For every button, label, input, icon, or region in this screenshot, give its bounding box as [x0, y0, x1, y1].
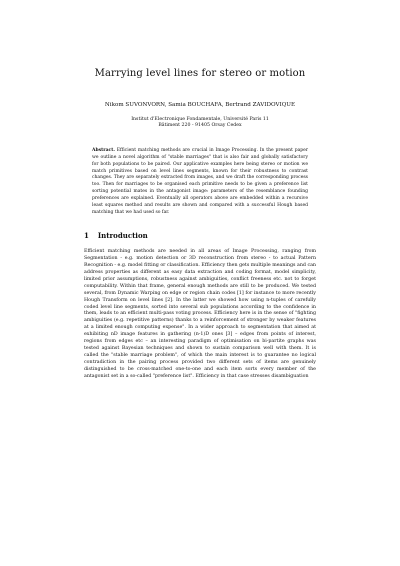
abstract: [92, 148, 308, 217]
affiliation: [84, 117, 316, 130]
paper-authors: Nikom SUVONVORN, Samia BOUCHAFA, Bertrand ZAVIDOVIQUE: [104, 102, 296, 108]
section-title: Introduction: [97, 230, 148, 240]
affiliation-address: Bâtiment 220 - 91405 Orsay Cedex: [158, 123, 242, 129]
intro-paragraph: Efficient matching methods are needed in all areas of Image Processing, ranging from Segmentation - e.g. motion detection or 3D reconstruction from stereo - to actual Pattern Recognition - e.g. model fitting or classification. Efficiency then gets multiple meanings and can address properties as different as easy data extraction and coding format, model simplicity, limited prior assumptions, robustness against ambiguities, conflict freeness etc. not to forget computability. Within that frame, general enough methods are still to be produced. We tested several, from Dynamic Warping on edge or region chain codes [1] for instance to more recently Hough Transform on level lines [2]. In the latter we showed how using n-tuples of carefully coded level line segments, sorted into several sub populations according to the confidence in them, leads to an efficient multi-pass voting process. Efficiency here is in the sense of "fighting ambiguities (e.g. repetitive patterns) thanks to a reinforcement of stronger by weaker features at a limited enough computing expense". In a wider approach to segmentation that aimed at exhibiting nD image features in gathering (n-1)D ones [3] – edges from points of interest, regions from edges etc – an interesting paradigm of optimisation on bi-partite graphs was tested against Bayesian techniques and shown to sustain comparison well with them. It is called the "stable marriage problem", of which the main interest is to guarantee no logical contradiction in the pairing process provided two different sets of items are genuinely distinguished to be cross-matched one-to-one and each item sorts every member of the antagonist set in a so-called "preference list". Efficiency in that case stresses disambiguation: [84, 248, 316, 380]
abstract-label: Abstract.: [92, 147, 115, 153]
section-number: 1: [84, 230, 89, 240]
abstract-text: Efficient matching methods are crucial in Image Processing. In the present paper we outline a novel algorithm of "stable marriages" that is also fair and globally satisfactory for both populations to be paired. Our applicative examples here being stereo or motion we match primitives based on level lines segments, known for their robustness to contrast changes. They are separately extracted from images, and we draft the corresponding process too. Then for marriages to be organised each primitive needs to be given a preference list sorting potential mates in the antagonist image: parameters of the resemblance founding preferences are explained. Eventually all operators above are embedded within a recursive least squares method and results are shown and compared with a successful Hough based matching that we had used so far.: [92, 147, 308, 215]
section-heading: [84, 231, 316, 240]
affiliation-institute: Institut d'Electronique Fondamentale, Université Paris 11: [131, 117, 269, 122]
paper-title: Marrying level lines for stereo or motion: [94, 68, 306, 79]
